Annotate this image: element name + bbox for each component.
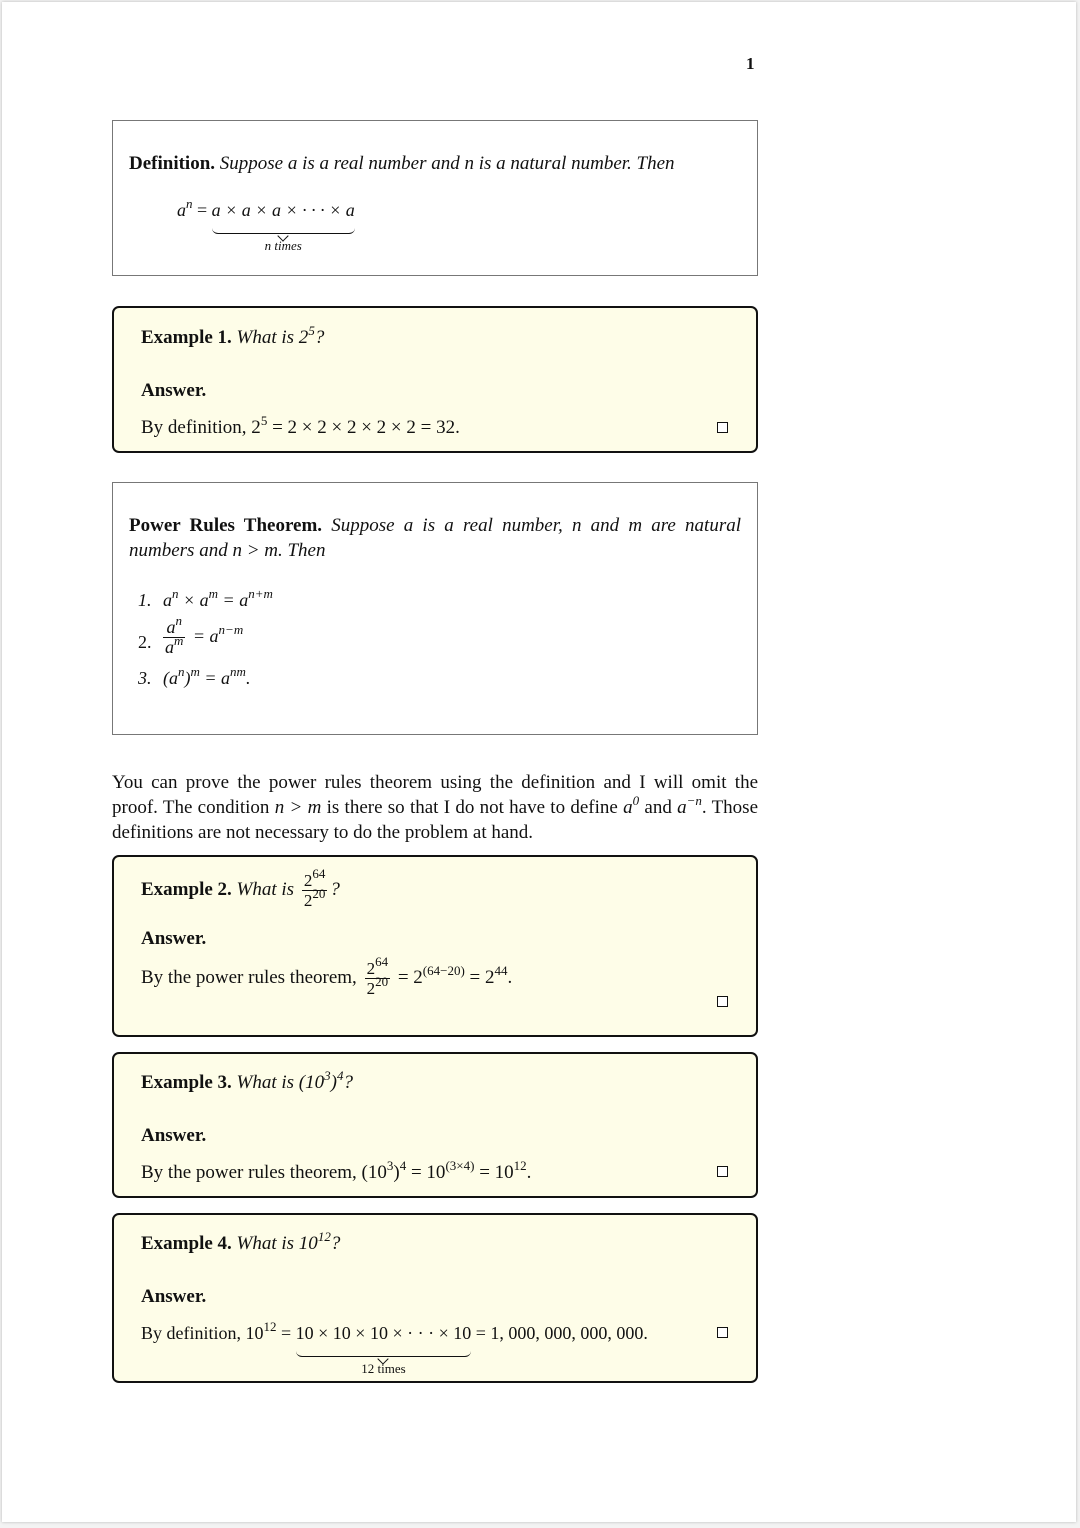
example-4-box: [112, 1213, 758, 1383]
example-2-answer-label: Answer.: [141, 928, 207, 949]
example-4-question: [141, 1231, 730, 1256]
example-2-heading: Example 2.: [141, 878, 232, 900]
example-4-question-text: What is $10^{12}$?: [236, 1229, 341, 1254]
example-1-box: [112, 306, 758, 453]
formula-equals: =: [197, 200, 208, 220]
definition-formula: [177, 198, 741, 254]
example-4-heading: Example 4.: [141, 1233, 232, 1254]
qed-square-icon: [717, 422, 728, 433]
ten-product-text: 10 × 10 × 10 × · · · × 10: [295, 1323, 472, 1343]
definition-statement: [129, 151, 741, 176]
underbrace-icon: [296, 1347, 472, 1357]
example-4-answer-label: Answer.: [141, 1286, 207, 1307]
rule-1: 1. $a^n \times a^m = a^{n+m}$: [138, 586, 273, 610]
document-page: [2, 2, 1076, 1522]
example-1-answer: By definition, $2^5 = 2 \times 2 \times 2 \times 2 \times 2 = 32$.: [141, 413, 460, 438]
example-2-answer: By the power rules theorem, $\frac{2^{64}}{2^{20}}$ = $2^{(64-20)} = 2^{44}$.: [141, 954, 513, 998]
example-2-question: Example 2. What is $\frac{2^{64}}{2^{20}}$ ?: [141, 866, 340, 910]
rule-3: 3. $(a^n)^m = a^{nm}$.: [138, 664, 251, 688]
example-1-question: [141, 325, 730, 350]
example-2-question-text: What is: [236, 878, 295, 900]
explanation-paragraph: You can prove the power rules theorem using the definition and I will omit the proof. The condition n > m is there so that I do not have to define $a^0$ and $a^{-n}$. Those definitions are not necessary to do the problem at hand.: [112, 772, 759, 843]
rule-2-fraction: $\frac{a^n}{a^m}$: [165, 613, 184, 657]
product-text: a × a × a × · · · × a: [211, 200, 355, 220]
theorem-text: Suppose a is a real number, n and m are natural numbers and n > m. Then: [129, 515, 741, 561]
rule-2: 2. $\frac{a^n}{a^m}$ = $a^{n-m}$: [138, 613, 244, 657]
example-1-heading: Example 1.: [141, 327, 232, 348]
underbrace-icon: [212, 224, 355, 234]
example-3-answer-label: Answer.: [141, 1125, 207, 1146]
example-2-box: [112, 855, 758, 1037]
example-3-heading: Example 3.: [141, 1072, 232, 1093]
example-3-box: [112, 1052, 758, 1198]
theorem-statement: [129, 513, 741, 563]
page-number: 1: [746, 54, 755, 73]
example-1-question-text: What is $2^5$?: [236, 323, 325, 348]
example-2-answer-fraction: $\frac{2^{64}}{2^{20}}$: [366, 954, 389, 998]
underbrace-product: [212, 198, 355, 254]
brace-label-12: 12 times: [361, 1361, 406, 1376]
brace-label: n times: [264, 238, 302, 253]
example-2-question-fraction: $\frac{2^{64}}{2^{20}}$: [303, 866, 326, 910]
rule-list: [138, 588, 741, 694]
example-4-answer: By definition, $10^{12} = 10 \times 10 \times 10$ × · · · × 10 12 times = 1, 000, 000, 000, 000.: [141, 1319, 648, 1376]
underbrace-ten-product: [296, 1321, 472, 1377]
definition-heading: Definition.: [129, 153, 216, 174]
definition-text: Suppose a is a real number and n is a natural number. Then: [219, 153, 675, 174]
theorem-box: [112, 482, 758, 735]
example-1-answer-label: Answer.: [141, 380, 207, 401]
formula-lhs: $a^n$: [177, 196, 193, 220]
example-3-question-text: What is $(10^3)^4$?: [236, 1068, 353, 1093]
example-3-answer: By the power rules theorem, $(10^3)^4 = 10^{(3\times 4)} = 10^{12}$.: [141, 1158, 532, 1183]
theorem-heading: Power Rules Theorem.: [129, 515, 323, 536]
qed-square-icon: [717, 996, 728, 1007]
definition-box: [112, 120, 758, 276]
example-3-question: [141, 1070, 730, 1095]
qed-square-icon: [717, 1166, 728, 1177]
qed-square-icon: [717, 1327, 728, 1338]
